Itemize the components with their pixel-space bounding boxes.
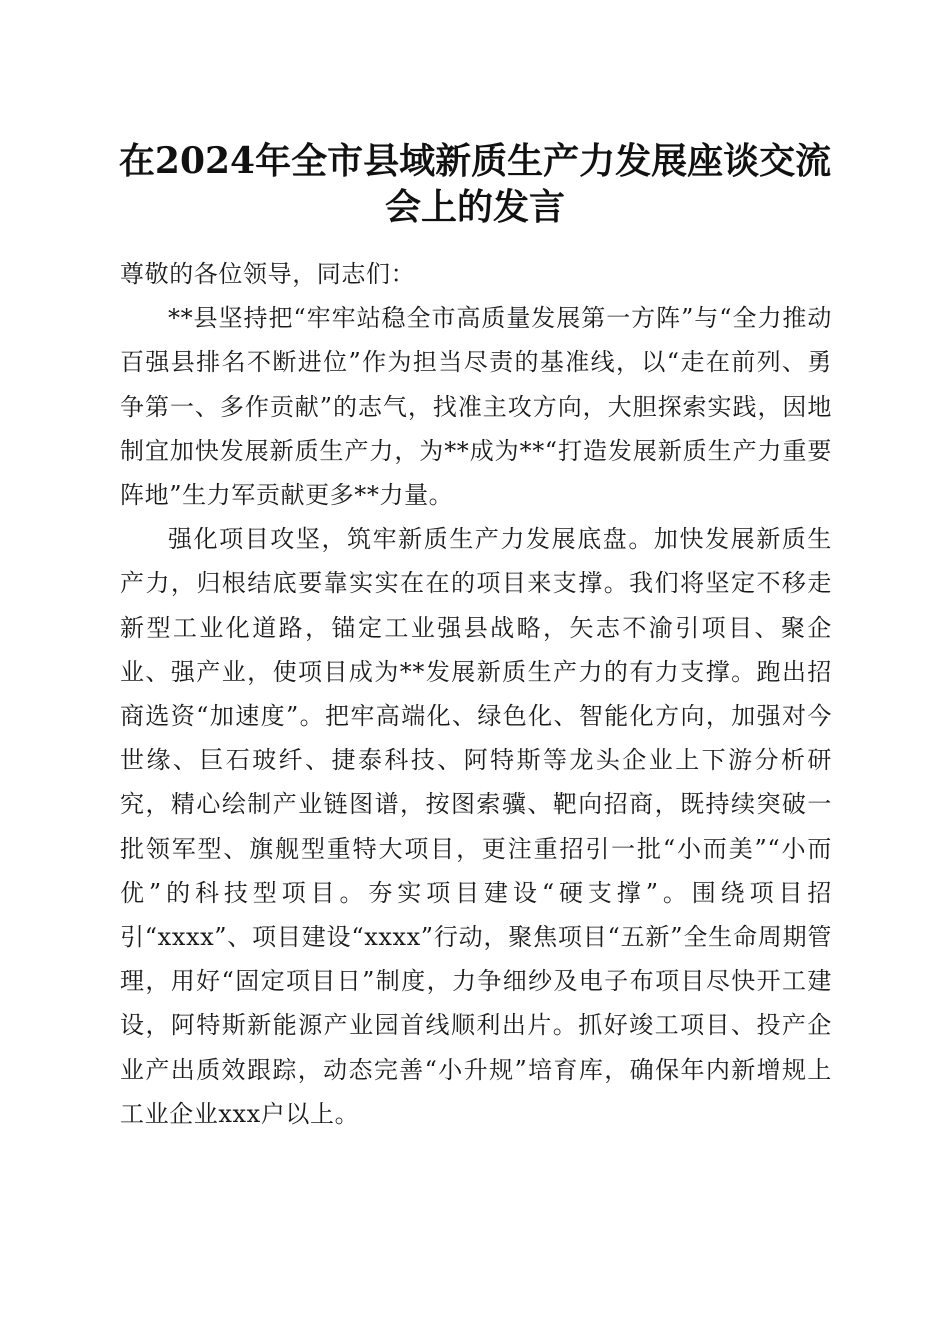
title-line-2: 会上的发言: [384, 186, 565, 228]
paragraph-1: **县坚持把“牢牢站稳全市高质量发展第一方阵”与“全力推动百强县排名不断进位”作为担当尽责的基准线，以“走在前列、勇争第一、多作贡献”的志气，找准主攻方向，大胆探索实践，因地制宜加快发展新质生产力，为**成为**“打造发展新质生产力重要阵地”生力军贡献更多**力量。: [120, 304, 832, 510]
title-line-1: 在2024年全市县域新质生产力发展座谈交流: [118, 140, 832, 182]
document-body: [120, 252, 832, 1136]
salutation: 尊敬的各位领导，同志们：: [120, 260, 416, 288]
paragraph-2: 强化项目攻坚，筑牢新质生产力发展底盘。加快发展新质生产力，归根结底要靠实实在在的项目来支撑。我们将坚定不移走新型工业化道路，锚定工业强县战略，矢志不渝引项目、聚企业、强产业，使项目成为**发展新质生产力的有力支撑。跑出招商选资“加速度”。把牢高端化、绿色化、智能化方向，加强对今世缘、巨石玻纤、捷泰科技、阿特斯等龙头企业上下游分析研究，精心绘制产业链图谱，按图索骥、靶向招商，既持续突破一批领军型、旗舰型重特大项目，更注重招引一批“小而美”“小而优”的科技型项目。夯实项目建设“硬支撑”。围绕项目招引“xxxx”、项目建设“xxxx”行动，聚焦项目“五新”全生命周期管理，用好“固定项目日”制度，力争细纱及电子布项目尽快开工建设，阿特斯新能源产业园首线顺利出片。抓好竣工项目、投产企业产出质效跟踪，动态完善“小升规”培育库，确保年内新增规上工业企业xxx户以上。: [120, 525, 832, 1128]
document-title: [100, 138, 850, 230]
